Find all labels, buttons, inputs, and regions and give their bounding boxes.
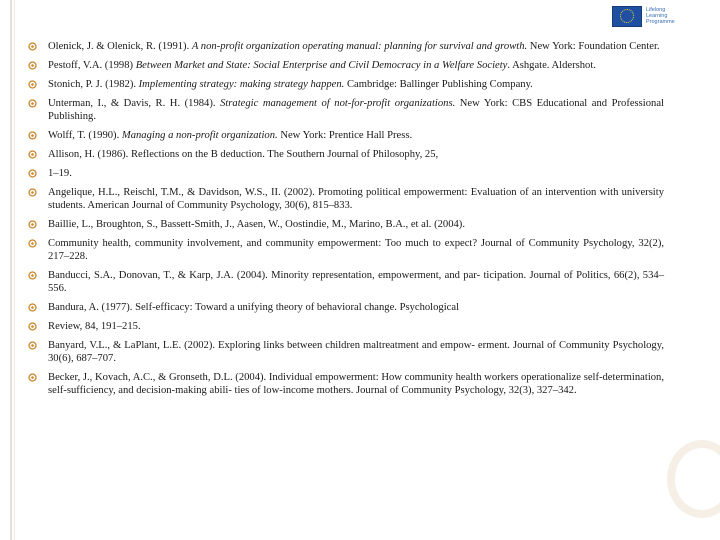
reference-text: 1–19. (48, 168, 72, 179)
reference-text: Bandura, A. (1977). Self-efficacy: Toward a unifying theory of behavioral change. Psychological (48, 302, 460, 313)
reference-text: Allison, H. (1986). Reflections on the B deduction. The Southern Journal of Philosophy, 25, (48, 149, 439, 160)
reference-text: Becker, J., Kovach, A.C., & Gronseth, D.L. (2004). Individual empowerment: How community health workers operationalize self-determination, self-sufficiency, and decision-making abili- ties of low-income mothers. Journal of Community Psychology, 32(3), 327–342. (48, 372, 664, 396)
bullet-icon (28, 322, 37, 331)
reference-text: Wolff, T. (1990). (48, 130, 122, 141)
reference-list (28, 40, 664, 403)
bullet-icon (28, 61, 37, 70)
bullet-icon (28, 188, 37, 197)
bullet-icon (28, 99, 37, 108)
reference-item (28, 339, 664, 365)
reference-publisher: . Ashgate. Aldershot. (507, 60, 596, 71)
reference-text: Review, 84, 191–215. (48, 321, 141, 332)
left-border-rule (10, 0, 12, 540)
bullet-icon (28, 373, 37, 382)
reference-publisher: New York: Prentice Hall Press. (277, 130, 413, 141)
logo-line-1: Lifelong (646, 7, 666, 13)
bullet-icon (28, 303, 37, 312)
reference-text: Banyard, V.L., & LaPlant, L.E. (2002). Exploring links between children maltreatment and empow- erment. Journal of Community Psychology, 30(6), 687–707. (48, 340, 664, 364)
reference-text: Banducci, S.A., Donovan, T., & Karp, J.A. (2004). Minority representation, empowerment, and par- ticipation. Journal of Politics, 66(2), 534–556. (48, 270, 664, 294)
reference-text: Stonich, P. J. (1982). (48, 79, 139, 90)
bullet-icon (28, 42, 37, 51)
logo-line-2: Learning (646, 13, 668, 19)
left-border-rule-inner (14, 0, 15, 540)
reference-item (28, 78, 664, 91)
bullet-icon (28, 271, 37, 280)
lifelong-learning-logo (612, 4, 712, 28)
decorative-circle (667, 440, 720, 518)
eu-stars-ring (620, 9, 634, 23)
logo-text (646, 7, 675, 25)
logo-line-3: Programme (646, 19, 675, 25)
reference-title: A non-profit organization operating manual: planning for survival and growth. (191, 41, 528, 52)
bullet-icon (28, 169, 37, 178)
reference-text: Baillie, L., Broughton, S., Bassett-Smith, J., Aasen, W., Oostindie, M., Marino, B.A., et al. (2004). (48, 219, 465, 230)
bullet-icon (28, 150, 37, 159)
reference-item (28, 371, 664, 397)
reference-text: Olenick, J. & Olenick, R. (1991). (48, 41, 192, 52)
reference-item (28, 59, 664, 72)
reference-item (28, 269, 664, 295)
reference-publisher: New York: Foundation Center. (527, 41, 660, 52)
reference-item (28, 97, 664, 123)
eu-flag-icon (612, 6, 642, 27)
bullet-icon (28, 220, 37, 229)
reference-item (28, 40, 664, 53)
reference-item (28, 218, 664, 231)
reference-title: Between Market and State: Social Enterprise and Civil Democracy in a Welfare Society (135, 60, 508, 71)
bullet-icon (28, 239, 37, 248)
reference-item (28, 301, 664, 314)
reference-item (28, 129, 664, 142)
reference-text: Angelique, H.L., Reischl, T.M., & Davidson, W.S., II. (2002). Promoting political empowerment: Evaluation of an intervention with university students. American Journal of Community Psychology, 30(6), 815–833. (48, 187, 664, 211)
reference-title: Strategic management of not-for-profit organizations. (220, 98, 456, 109)
bullet-icon (28, 131, 37, 140)
bullet-icon (28, 80, 37, 89)
reference-item (28, 320, 664, 333)
reference-item (28, 148, 664, 161)
reference-item (28, 167, 664, 180)
reference-item (28, 237, 664, 263)
reference-item (28, 186, 664, 212)
reference-publisher: Cambridge: Ballinger Publishing Company. (344, 79, 533, 90)
reference-text: Community health, community involvement, and community empowerment: Too much to expect? Journal of Community Psychology, 32(2), 217–228. (48, 238, 664, 262)
bullet-icon (28, 341, 37, 350)
reference-title: Implementing strategy: making strategy happen. (138, 79, 345, 90)
reference-text: Pestoff, V.A. (1998) (48, 60, 136, 71)
reference-title: Managing a non-profit organization. (121, 130, 278, 141)
reference-text: Unterman, I., & Davis, R. H. (1984). (48, 98, 221, 109)
reference-publisher: New York: CBS Educational and Professional Publishing. (48, 98, 664, 122)
